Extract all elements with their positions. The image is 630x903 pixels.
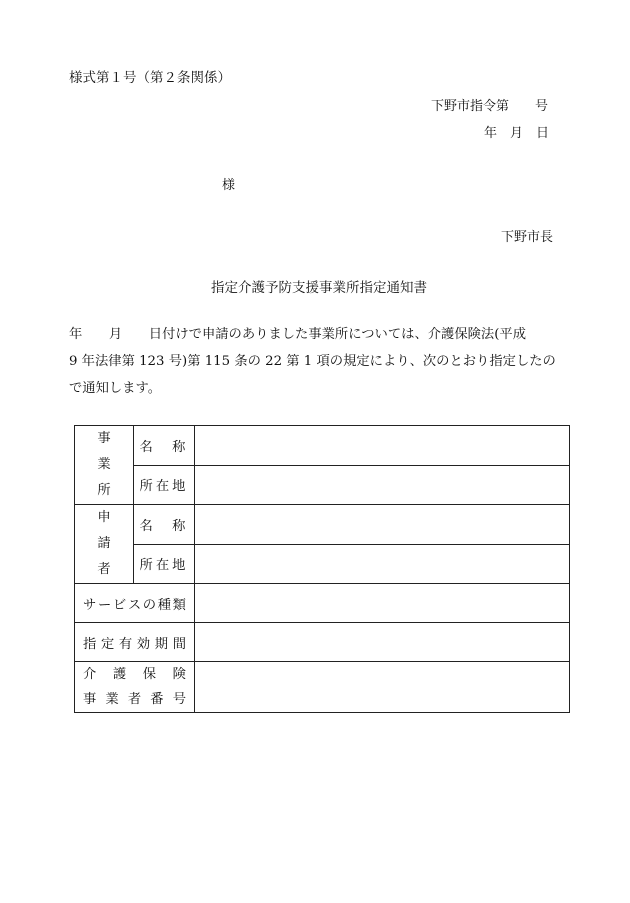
date-line: 年 月 日	[484, 126, 550, 141]
office-address-label: 所在地	[134, 465, 195, 505]
sender: 下野市長	[501, 230, 554, 245]
addressee: 様	[222, 178, 236, 193]
body-line-1: 年 月 日付けで申請のありました事業所については、介護保険法(平成	[69, 327, 527, 342]
valid-period-label: 指 定 有 効 期 間	[75, 623, 195, 662]
service-type-value[interactable]	[195, 584, 570, 623]
applicant-name-value[interactable]	[195, 505, 570, 545]
office-address-value[interactable]	[195, 465, 570, 505]
details-table	[74, 425, 570, 713]
office-name-label: 名 称	[134, 426, 195, 466]
applicant-group-label: 申 請 者	[75, 505, 134, 584]
insurer-number-value[interactable]	[195, 662, 570, 713]
form-number: 様式第１号（第２条関係）	[69, 70, 231, 86]
valid-period-value[interactable]	[195, 623, 570, 662]
body-line-2: 9 年法律第 123 号)第 115 条の 22 第 1 項の規定により、次のとおり指定したの	[69, 354, 556, 369]
service-type-label: サ ー ビ ス の 種 類	[75, 584, 195, 623]
applicant-name-label: 名 称	[134, 505, 195, 545]
order-number: 下野市指令第 号	[431, 99, 549, 114]
office-name-value[interactable]	[195, 426, 570, 466]
office-group-label: 事 業 所	[75, 426, 134, 505]
document-title: 指定介護予防支援事業所指定通知書	[211, 280, 427, 296]
applicant-address-label: 所在地	[134, 544, 195, 584]
body-line-3: で通知します。	[69, 381, 162, 396]
body-text	[69, 321, 554, 402]
applicant-address-value[interactable]	[195, 544, 570, 584]
insurer-number-label: 介 護 保 険 事 業 者 番 号	[75, 662, 195, 713]
